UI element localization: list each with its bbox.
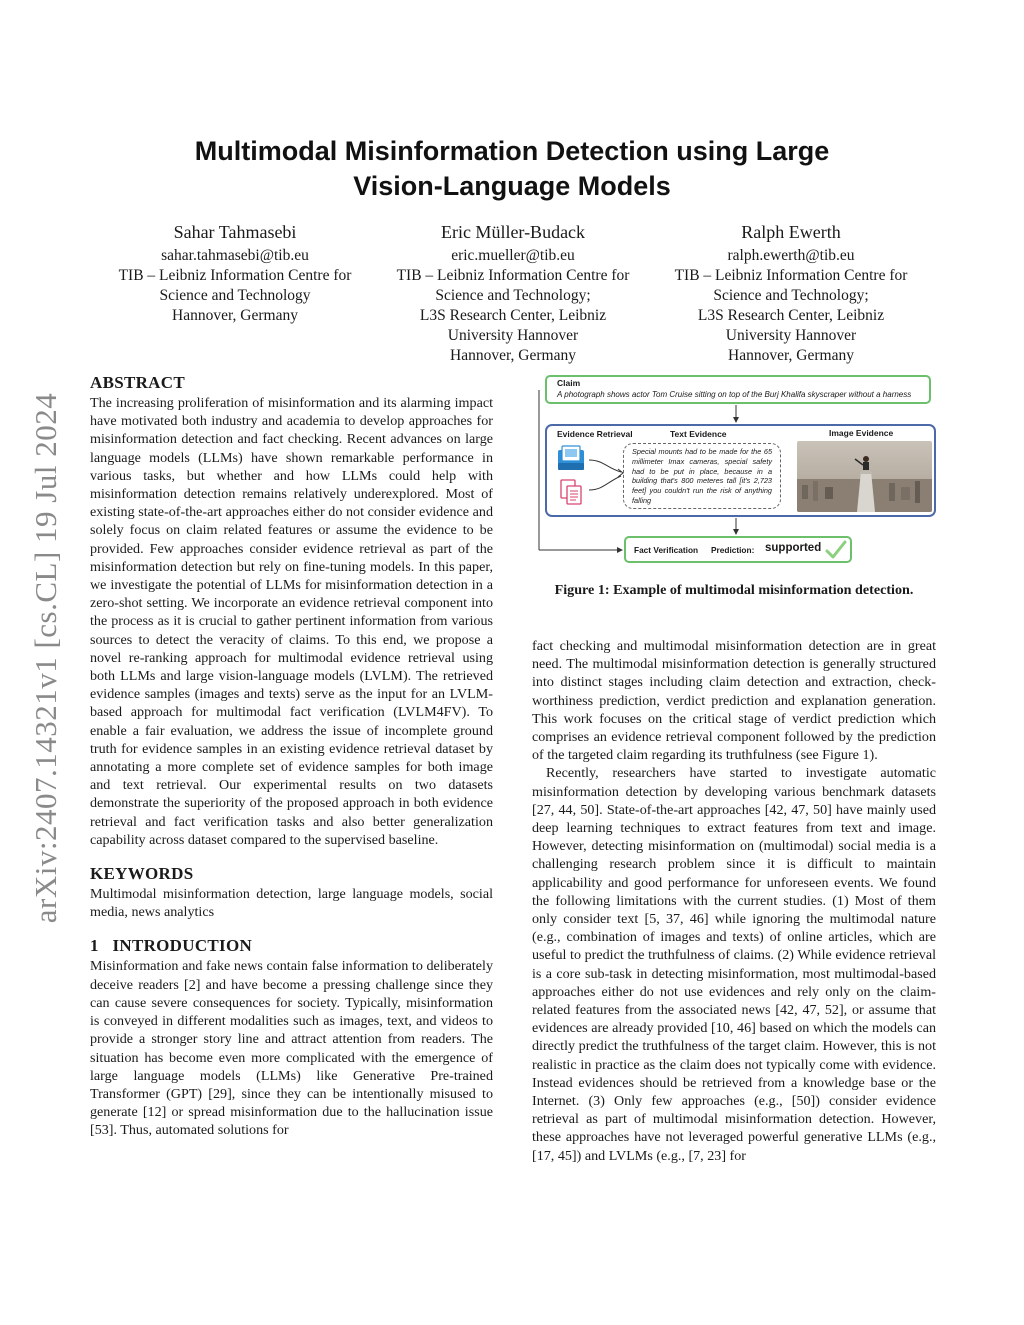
right-column xyxy=(532,637,936,1165)
author-affiliation-line: TIB – Leibniz Information Centre for xyxy=(674,267,908,284)
fact-verification-label: Fact Verification xyxy=(634,545,699,555)
introduction-paragraph-3: Recently, researchers have started to investigate automatic misinformation detection by developing various benchmark datasets [27, 44, 50]. State-of-the-art approaches [42, 47, 50] have mainly used deep learning techniques to extract features from text and image. However, detecting misinformation on (multimodal) social media is a challenging research problem since it is difficult to maintain applicability and good performance for unforeseen events. We found the following limitations with the current studies. (1) Most of them only consider text [5, 37, 46] while ignoring the multimodal nature (e.g., combination of images and texts) of online articles, which are useful to predict the truthfulness of claims. (2) While evidence retrieval is a core sub-task in detecting misinformation, most multimodal-based approaches either do not use evidences and rely only on the claim-related features from the associated news [42, 47, 52], or assume that evidences are already provided [10, 46] based on which the models can directly predict the truthfulness of the target claim. However, this is not realistic in practice as the claim does not typically come with evidence. Instead evidences should be retrieved from a knowledge base or the Internet. (3) Only few approaches (e.g., [50]) consider evidence retrieval as part of multimodal misinformation detection. However, these approaches have not leveraged powerful generative LLMs (e.g., [17, 45]) and LVLMs (e.g., [7, 23] for xyxy=(532,765,936,1164)
author-block xyxy=(90,220,936,365)
author-affiliation-line: TIB – Leibniz Information Centre for xyxy=(396,267,630,284)
figure-1 xyxy=(536,372,938,567)
figure-caption: Figure 1: Example of multimodal misinformation detection. xyxy=(554,582,914,598)
left-column xyxy=(90,372,493,1140)
author-affiliation-line: University Hannover xyxy=(725,327,857,344)
evidence-box xyxy=(545,424,936,517)
image-evidence-photo xyxy=(797,441,932,512)
author-name: Sahar Tahmasebi xyxy=(173,222,297,242)
prediction-label: Prediction: xyxy=(711,545,755,555)
author-affiliation-line: TIB – Leibniz Information Centre for xyxy=(118,267,352,284)
prediction-value: supported xyxy=(765,542,822,554)
paper-title xyxy=(120,134,904,204)
introduction-paragraph-2: fact checking and multimodal misinformation detection are in great need. The multimodal misinformation detection is generally structured into distinct stages including claim detection and extraction, check-worthiness prediction, verdict prediction and explanation generation. This work focuses on the critical stage of verdict prediction which comprises an evidence retrieval component followed by the prediction of the targeted claim regarding its truthfulness (see Figure 1). xyxy=(532,638,936,764)
database-icon xyxy=(557,444,587,474)
author-3 xyxy=(646,220,936,366)
author-affiliation-line: Hannover, Germany xyxy=(172,307,298,324)
author-email: ralph.ewerth@tib.eu xyxy=(727,247,855,264)
author-email: sahar.tahmasebi@tib.eu xyxy=(161,247,309,264)
author-affiliation-line: University Hannover xyxy=(447,327,579,344)
arxiv-identifier-stamp xyxy=(26,370,66,945)
skyscraper-photo-icon xyxy=(797,441,932,512)
claim-label: Claim xyxy=(557,378,581,388)
author-affiliation-line: Science and Technology; xyxy=(713,287,869,304)
author-1 xyxy=(90,220,380,326)
author-email: eric.mueller@tib.eu xyxy=(451,247,575,264)
text-evidence-label: Text Evidence xyxy=(670,429,727,439)
author-affiliation-line: Science and Technology xyxy=(159,287,311,304)
fact-verification-box xyxy=(624,536,852,563)
claim-box xyxy=(545,375,931,404)
image-evidence-label: Image Evidence xyxy=(829,428,894,438)
checkmark-icon xyxy=(825,540,847,560)
text-evidence-bubble: Special mounts had to be made for the 65 millimeter Imax cameras, special safety had to be put in place, because in a building that's 800 meteres tall [it's 2,723 feet] you couldn't run the risk of anything falling xyxy=(623,443,781,509)
retrieval-arrows xyxy=(587,444,627,504)
title-line-1: Multimodal Misinformation Detection using Large xyxy=(194,136,830,166)
keywords-text: Multimodal misinformation detection, large language models, social media, news analytics xyxy=(90,886,493,921)
author-affiliation-line: Science and Technology; xyxy=(435,287,591,304)
author-2 xyxy=(370,220,656,366)
document-stack-icon xyxy=(559,478,585,508)
author-affiliation-line: L3S Research Center, Leibniz xyxy=(419,307,607,324)
keywords-heading: KEYWORDS xyxy=(90,864,194,884)
arxiv-identifier-text: arXiv:2407.14321v1 [cs.CL] 19 Jul 2024 xyxy=(28,392,63,923)
author-name: Ralph Ewerth xyxy=(741,222,841,242)
evidence-retrieval-label: Evidence Retrieval xyxy=(557,429,633,439)
author-affiliation-line: L3S Research Center, Leibniz xyxy=(697,307,885,324)
introduction-heading: 1 INTRODUCTION xyxy=(90,936,253,956)
introduction-paragraph-1: Misinformation and fake news contain false information to deliberately deceive readers [2] and have become a pressing challenge since they can cause severe consequences for society. Typically, misinformation is conveyed in different modalities such as images, text, and videos to provide a stronger story line and attract attention from readers. The situation has become even more complicated with the emergence of large language models (LLMs) like Generative Pre-trained Transformer (GPT) [29], since they can be intentionally misused to generate [12] or spread misinformation due to the hallucination issue [53]. Thus, automated solutions for xyxy=(90,958,493,1139)
author-affiliation-line: Hannover, Germany xyxy=(450,347,576,364)
abstract-heading: ABSTRACT xyxy=(90,373,185,392)
author-name: Eric Müller-Budack xyxy=(440,222,586,242)
claim-text: A photograph shows actor Tom Cruise sitting on top of the Burj Khalifa skyscraper without a harness xyxy=(557,390,912,399)
author-affiliation-line: Hannover, Germany xyxy=(728,347,854,364)
abstract-text: The increasing proliferation of misinformation and its alarming impact have motivated both industry and academia to develop approaches for misinformation detection and fact checking. Recent advances on large language models (LLMs) have shown remarkable performance in various tasks, but whether and how LLMs could help with misinformation detection remains relatively underexplored. Most of existing state-of-the-art approaches either do not consider evidence and solely focus on claim related features or assume the evidence to be provided. Few approaches consider evidence retrieval as part of the misinformation detection but rely on fine-tuning models. In this paper, we investigate the potential of LLMs for misinformation detection in a zero-shot setting. We incorporate an evidence retrieval component into the process as it is crucial to gather pertinent information from various sources to detect the veracity of claims. To this end, we propose a novel re-ranking approach for multimodal evidence retrieval using both LLMs and large vision-language models (LVLM). The retrieved evidence samples (images and texts) serve as the input for an LVLM-based approach for multimodal fact verification (LVLM4FV). To enable a fair evaluation, we address the issue of incomplete ground truth for evidence samples in an existing evidence retrieval dataset by annotating a more complete set of evidence samples for both image and text retrieval. Our experimental results on two datasets demonstrate the superiority of the proposed approach in both evidence retrieval and fact verification tasks and also better generalization capability across dataset compared to the supervised baseline. xyxy=(90,395,493,848)
title-line-2: Vision-Language Models xyxy=(353,171,671,201)
